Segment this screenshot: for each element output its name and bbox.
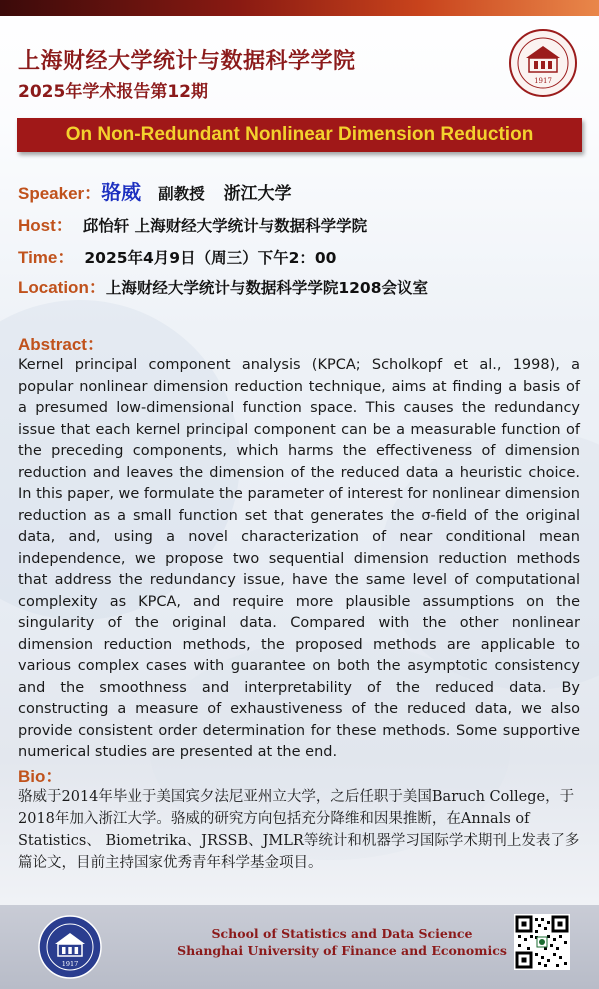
host-value: 邱怡轩 上海财经大学统计与数据科学学院 <box>82 217 368 235</box>
university-logo-icon <box>37 914 103 980</box>
speaker-row <box>18 176 292 205</box>
time-label: Time： <box>18 248 75 267</box>
time-row <box>18 243 336 268</box>
location-value: 上海财经大学统计与数据科学学院1208会议室 <box>105 279 428 297</box>
top-stripe <box>0 0 599 16</box>
university-seal-icon <box>508 28 578 98</box>
host-row <box>18 211 367 236</box>
bio-text: 骆威于2014年毕业于美国宾夕法尼亚州立大学，之后任职于美国Baruch College，于2018年加入浙江大学。骆威的研究方向包括充分降维和因果推断，在Annals of Statistics、 Biometrika、JRSSB、JMLR等统计和机器学习国际学术期刊上发表了多篇论文，目前主持国家优秀青年科学基金项目。 <box>18 789 580 871</box>
qr-code-icon[interactable] <box>514 914 570 970</box>
speaker-name: 骆威 <box>101 180 142 204</box>
speaker-title: 副教授 <box>158 185 205 203</box>
host-label: Host： <box>18 216 73 235</box>
time-value: 2025年4月9日（周三）下午2：00 <box>84 249 337 267</box>
bio-heading: Bio： <box>18 767 63 786</box>
seal-year: 1917 <box>534 77 552 85</box>
location-row <box>18 273 428 298</box>
speaker-affiliation: 浙江大学 <box>223 184 292 204</box>
talk-title: On Non-Redundant Nonlinear Dimension Reduction <box>65 124 534 145</box>
location-label: Location： <box>18 278 106 297</box>
abstract-heading: Abstract： <box>18 335 104 354</box>
logo-year: 1917 <box>61 960 79 968</box>
institution-title: 上海财经大学统计与数据科学学院 <box>18 49 356 74</box>
footer-university: Shanghai University of Finance and Economics <box>177 943 507 958</box>
speaker-label: Speaker： <box>18 184 102 203</box>
footer-school: School of Statistics and Data Science <box>211 926 473 941</box>
series-subtitle: 2025年学术报告第12期 <box>18 82 208 102</box>
abstract-text: Kernel principal component analysis (KPCA; Scholkopf et al., 1998), a popular nonlinear dimension reduction technique, aims at finding a basis of a presumed low-dimensional function space. This causes the redundancy issue that each kernel principal component can be a measurable function of the preceding components, which harms the effectiveness of dimension reduction and leaves the dimension of the reduced data a heuristic choice. In this paper, we formulate the parameter of interest for nonlinear dimension reduction as a small function set that generates the σ-field of the original data, and, using a novel characterization of near conditional mean independence, we propose two sequential dimension reduction methods that address the redundancy issue, have the same level of computational complexity as KPCA, and require more plausible assumptions on the singularity of the original data. Compared with the other nonlinear dimension reduction methods, the proposed methods are applicable to various complex cases with guarantee on both the asymptotic consistency and the smoothness and interpretability of the reduced data. By constructing a measure of exhaustiveness of the reduced data, we also provide consistent order determination for these methods. Some supportive numerical studies are presented at the end. <box>18 357 580 760</box>
talk-title-banner <box>17 118 582 152</box>
